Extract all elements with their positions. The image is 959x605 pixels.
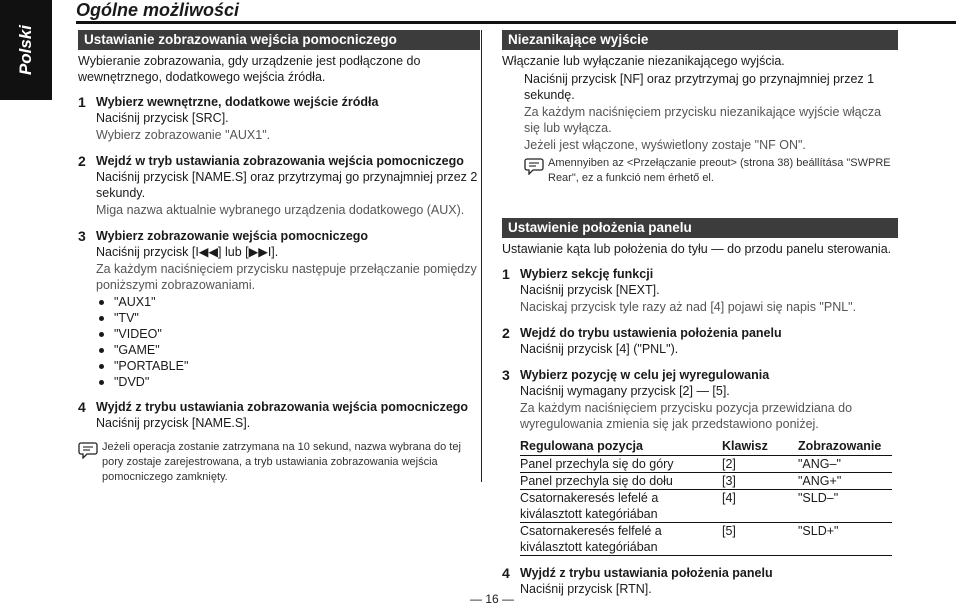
panel-step-2 bbox=[502, 325, 898, 358]
step-text: Miga nazwa aktualnie wybranego urządzenia dodatkowego (AUX). bbox=[96, 203, 465, 217]
page-number: — 16 — bbox=[470, 592, 515, 605]
table-cell: "SLD+" bbox=[798, 523, 892, 556]
table-cell: [4] bbox=[722, 490, 798, 523]
title-rule bbox=[76, 21, 956, 24]
step-text: Naciśnij przycisk [NAME.S]. bbox=[96, 416, 251, 430]
section-header-panel: Ustawienie położenia panelu bbox=[502, 218, 898, 238]
step-number: 1 bbox=[78, 94, 86, 110]
step-text: Naciśnij przycisk [SRC]. bbox=[96, 111, 229, 125]
section-header-nf: Niezanikające wyjście bbox=[502, 30, 898, 50]
table-row bbox=[520, 473, 892, 490]
table-row bbox=[520, 523, 892, 556]
step-title: Wybierz pozycję w celu jej wyregulowania bbox=[520, 368, 770, 382]
note-icon bbox=[524, 156, 548, 186]
aux-intro: Wybieranie zobrazowania, gdy urządzenie jest podłączone do wewnętrznego, dodatkowego wejścia źródła. bbox=[78, 54, 421, 84]
column-header: Zobrazowanie bbox=[798, 437, 892, 456]
table-cell: Csatornakeresés felfelé a kiválasztott kategóriában bbox=[520, 523, 722, 556]
nf-text: Za każdym naciśnięciem przycisku niezanikające wyjście włącza się lub wyłącza. bbox=[524, 105, 882, 135]
step-title: Wejdź do trybu ustawienia położenia panelu bbox=[520, 326, 782, 340]
right-column bbox=[502, 30, 898, 598]
step-text: Wybierz zobrazowanie "AUX1". bbox=[96, 128, 271, 142]
table-cell: Csatornakeresés lefelé a kiválasztott kategóriában bbox=[520, 490, 722, 523]
step-text: Naciśnij wymagany przycisk [2] — [5]. bbox=[520, 384, 730, 398]
panel-step-4 bbox=[502, 565, 898, 598]
step-text: Naciśnij przycisk [4] ("PNL"). bbox=[520, 342, 679, 356]
table-cell: "ANG–" bbox=[798, 456, 892, 473]
language-tab bbox=[0, 0, 52, 100]
list-item: "AUX1" bbox=[96, 294, 480, 310]
page-title: Ogólne możliwości bbox=[76, 0, 240, 20]
step-number: 2 bbox=[78, 153, 86, 169]
step-text: Naciśnij przycisk [RTN]. bbox=[520, 582, 652, 596]
list-item: "PORTABLE" bbox=[96, 358, 480, 374]
step-number: 2 bbox=[502, 325, 510, 341]
left-column bbox=[78, 30, 480, 485]
step-title: Wyjdź z trybu ustawiania zobrazowania wejścia pomocniczego bbox=[96, 400, 469, 414]
table-cell: [2] bbox=[722, 456, 798, 473]
list-item: "TV" bbox=[96, 310, 480, 326]
list-item: "DVD" bbox=[96, 374, 480, 390]
step-text: Za każdym naciśnięciem przycisku następuje przełączanie pomiędzy poniższymi zobrazowaniami. bbox=[96, 262, 477, 292]
step-text: Naciśnij przycisk [I◀◀] lub [▶▶I]. bbox=[96, 245, 279, 259]
nf-text: Jeżeli jest włączone, wyświetlony zostaje "NF ON". bbox=[524, 138, 806, 152]
step-title: Wejdź w tryb ustawiania zobrazowania wejścia pomocniczego bbox=[96, 154, 464, 168]
nf-intro: Włączanie lub wyłączanie niezanikającego wyjścia. bbox=[502, 54, 785, 68]
note-text: Jeżeli operacja zostanie zatrzymana na 10 sekund, nazwa wybrana do tej pory zostaje zarejestrowana, a tryb ustawiania zobrazowania wejścia pomocniczego zamknięty. bbox=[102, 441, 461, 483]
aux-step-2 bbox=[78, 153, 480, 219]
step-text: Naciśnij przycisk [NEXT]. bbox=[520, 283, 660, 297]
table-cell: Panel przechyla się do góry bbox=[520, 456, 722, 473]
step-number: 4 bbox=[78, 399, 86, 415]
panel-intro: Ustawianie kąta lub położenia do tyłu — do przodu panelu sterowania. bbox=[502, 242, 892, 256]
table-cell: [3] bbox=[722, 473, 798, 490]
column-header: Klawisz bbox=[722, 437, 798, 456]
step-number: 3 bbox=[502, 367, 510, 383]
note-text: Amennyiben az <Przełączanie preout> (strona 38) beállítása "SWPRE Rear", ez a funkció nem érhető el. bbox=[548, 157, 891, 184]
table-cell: [5] bbox=[722, 523, 798, 556]
list-item: "VIDEO" bbox=[96, 326, 480, 342]
table-cell: "ANG+" bbox=[798, 473, 892, 490]
step-number: 4 bbox=[502, 565, 510, 581]
nf-text: Naciśnij przycisk [NF] oraz przytrzymaj go przynajmniej przez 1 sekundę. bbox=[524, 72, 875, 102]
language-label: Polski bbox=[16, 24, 35, 76]
table-cell: "SLD–" bbox=[798, 490, 892, 523]
step-title: Wyjdź z trybu ustawiania położenia panelu bbox=[520, 566, 773, 580]
table-row bbox=[520, 456, 892, 473]
aux-step-3 bbox=[78, 228, 480, 390]
table-cell: Panel przechyla się do dołu bbox=[520, 473, 722, 490]
step-number: 3 bbox=[78, 228, 86, 244]
step-text: Naciśnij przycisk [NAME.S] oraz przytrzymaj go przynajmniej przez 2 sekundy. bbox=[96, 170, 478, 200]
step-number: 1 bbox=[502, 266, 510, 282]
step-text: Za każdym naciśnięciem przycisku pozycja przewidziana do wyregulowania zmienia się jak przedstawiono poniżej. bbox=[520, 401, 853, 431]
position-table bbox=[520, 437, 892, 556]
aux-note bbox=[78, 440, 480, 485]
column-header: Regulowana pozycja bbox=[520, 437, 722, 456]
display-options-list bbox=[96, 294, 480, 390]
note-icon bbox=[78, 440, 102, 485]
step-title: Wybierz wewnętrzne, dodatkowe wejście źródła bbox=[96, 95, 379, 109]
aux-step-4 bbox=[78, 399, 480, 432]
list-item: "GAME" bbox=[96, 342, 480, 358]
aux-step-1 bbox=[78, 94, 480, 144]
panel-step-3 bbox=[502, 367, 898, 556]
panel-step-1 bbox=[502, 266, 898, 316]
section-header-aux: Ustawianie zobrazowania wejścia pomocniczego bbox=[78, 30, 480, 50]
table-row bbox=[520, 490, 892, 523]
step-title: Wybierz zobrazowanie wejścia pomocniczego bbox=[96, 229, 369, 243]
table-header-row bbox=[520, 437, 892, 456]
step-text: Naciskaj przycisk tyle razy aż nad [4] pojawi się napis "PNL". bbox=[520, 300, 857, 314]
step-title: Wybierz sekcję funkcji bbox=[520, 267, 654, 281]
column-divider bbox=[481, 30, 482, 482]
nf-note bbox=[524, 156, 898, 186]
